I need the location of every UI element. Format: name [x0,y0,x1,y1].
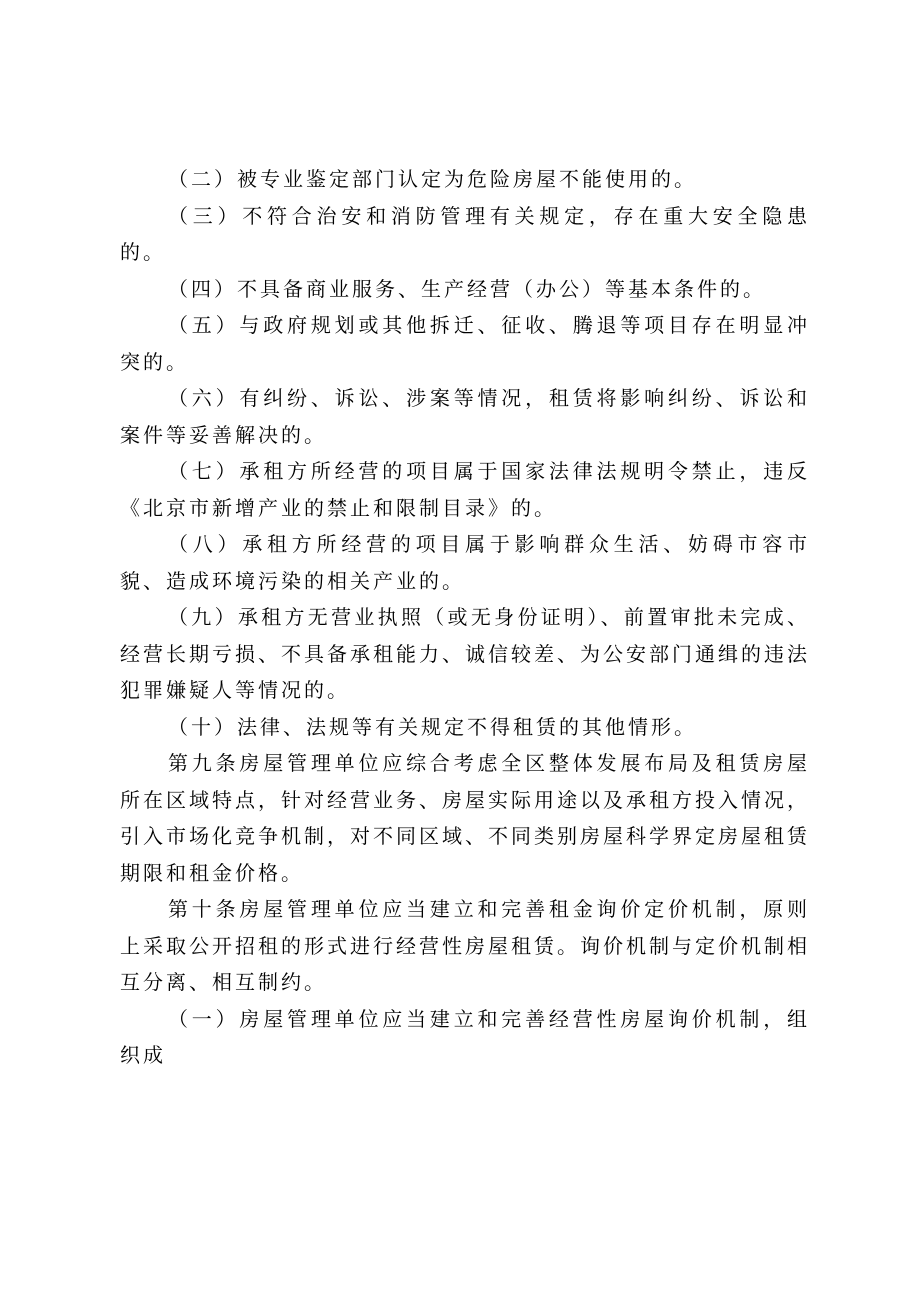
clause-7: （七）承租方所经营的项目属于国家法律法规明令禁止，违反《北京市新增产业的禁止和限制目录》的。 [120,459,810,520]
clause-8: （八）承租方所经营的项目属于影响群众生活、妨碍市容市貌、造成环境污染的相关产业的。 [120,532,810,593]
clause-2: （二）被专业鉴定部门认定为危险房屋不能使用的。 [168,167,697,191]
clause-3: （三）不符合治安和消防管理有关规定，存在重大安全隐患的。 [120,203,810,264]
document-body [120,161,810,1074]
clause-6: （六）有纠纷、诉讼、涉案等情况，租赁将影响纠纷、诉讼和案件等妥善解决的。 [120,386,810,447]
clause-10: （十）法律、法规等有关规定不得租赁的其他情形。 [168,714,697,739]
article-10: 第十条房屋管理单位应当建立和完善租金询价定价机制，原则上采取公开招租的形式进行经营性房屋租赁。询价机制与定价机制相互分离、相互制约。 [120,897,810,994]
article-9: 第九条房屋管理单位应综合考虑全区整体发展布局及租赁房屋所在区域特点，针对经营业务、房屋实际用途以及承租方投入情况，引入市场化竞争机制，对不同区域、不同类别房屋科学界定房屋租赁期限和租金价格。 [120,751,810,885]
article-10-clause-1: （一）房屋管理单位应当建立和完善经营性房屋询价机制，组织成 [120,1006,810,1067]
clause-9: （九）承租方无营业执照（或无身份证明）、前置审批未完成、经营长期亏损、不具备承租能力、诚信较差、为公安部门通缉的违法犯罪嫌疑人等情况的。 [120,605,810,702]
clause-5: （五）与政府规划或其他拆迁、征收、腾退等项目存在明显冲突的。 [120,313,810,374]
clause-4: （四）不具备商业服务、生产经营（办公）等基本条件的。 [168,276,766,301]
